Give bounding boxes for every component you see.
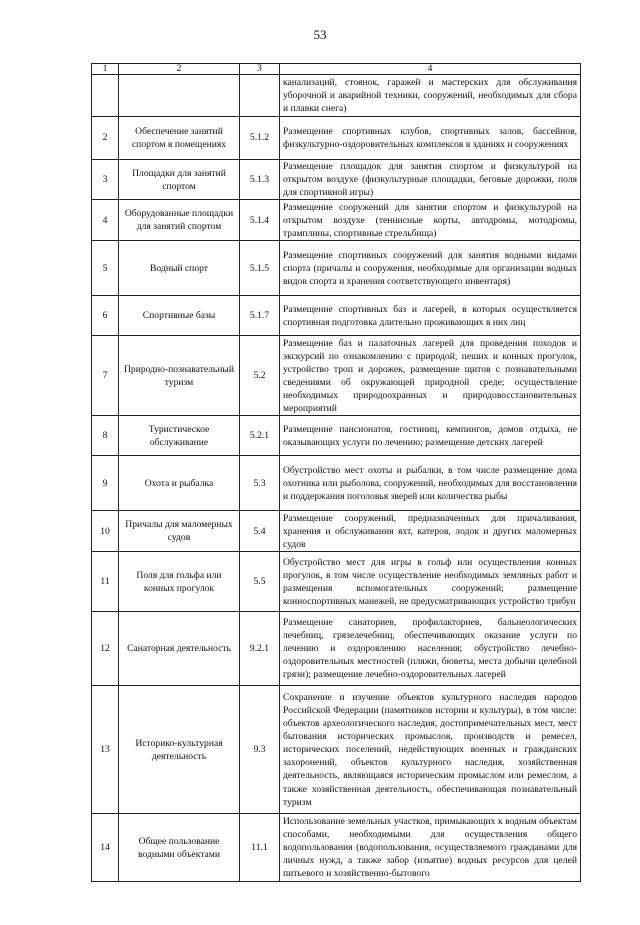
row-number: 4 — [92, 200, 119, 241]
use-type-name: Санаторная деятельность — [119, 612, 240, 686]
row-number: 9 — [92, 456, 119, 511]
use-type-code: 5.1.5 — [240, 241, 280, 296]
header-cell: 4 — [280, 64, 581, 75]
use-type-code: 5.2 — [240, 336, 280, 416]
page-number: 53 — [313, 27, 327, 42]
row-number: 6 — [92, 296, 119, 336]
use-type-code: 9.3 — [240, 686, 280, 814]
use-type-description: Обустройство мест для игры в гольф или осуществления конных прогулок, в том числе осуществление необходимых земляных работ и размещения вспомогательных сооружений; размещение конноспортивных манежей, не предусматривающих устройство трибун — [280, 552, 581, 612]
use-type-code: 5.1.2 — [240, 117, 280, 160]
row-number: 8 — [92, 416, 119, 456]
header-cell: 2 — [119, 64, 240, 75]
use-type-description: Сохранение и изучение объектов культурного наследия народов Российской Федерации (памятников истории и культуры), в том числе: объектов археологического наследия, достопримечательных мест, мест бытования исторических промыслов, производств и ремесел, исторических поселений, недействующих военных и гражданских захоронений, объектов культурного наследия, хозяйственная деятельность, являющаяся историческим промыслом или ремеслом, а также хозяйственная деятельность, обеспечивающая познавательный туризм — [280, 686, 581, 814]
table-row — [92, 117, 581, 160]
use-type-code: 5.1.3 — [240, 160, 280, 200]
table-row — [92, 552, 581, 612]
use-type-code: 5.1.7 — [240, 296, 280, 336]
table-row — [92, 336, 581, 416]
use-type-code: 5.3 — [240, 456, 280, 511]
use-type-description: Размещение сооружений для занятия спортом и физкультурой на открытом воздухе (теннисные корты, автодромы, мотодромы, трамплины, спортивные стрельбища) — [280, 200, 581, 241]
table-row — [92, 612, 581, 686]
use-type-code: 5.5 — [240, 552, 280, 612]
table-header-row — [92, 64, 581, 75]
use-type-description: Размещение спортивных баз и лагерей, в которых осуществляется спортивная подготовка длительно проживающих в них лиц — [280, 296, 581, 336]
use-type-name: Площадки для занятий спортом — [119, 160, 240, 200]
use-type-name: Общее пользование водными объектами — [119, 814, 240, 882]
row-number: 10 — [92, 511, 119, 552]
table-row — [92, 511, 581, 552]
use-type-name: Спортивные базы — [119, 296, 240, 336]
row-number: 3 — [92, 160, 119, 200]
row-number: 7 — [92, 336, 119, 416]
use-type-code: 5.4 — [240, 511, 280, 552]
use-type-name: Оборудованные площадки для занятий спортом — [119, 200, 240, 241]
table-row — [92, 416, 581, 456]
use-type-name: Обеспечение занятий спортом в помещениях — [119, 117, 240, 160]
row-number: 13 — [92, 686, 119, 814]
table-row — [92, 456, 581, 511]
use-type-description: Размещение санаториев, профилакториев, бальнеологических лечебниц, грязелечебниц, обеспечивающих оказание услуги по лечению и оздоровлению населения; обустройство лечебно-оздоровительных местностей (пляжи, бюветы, места добычи целебной грязи); размещение лечебно-оздоровительных лагерей — [280, 612, 581, 686]
use-type-code — [240, 75, 280, 117]
table-row — [92, 200, 581, 241]
use-type-code: 5.2.1 — [240, 416, 280, 456]
use-type-name: Поля для гольфа или конных прогулок — [119, 552, 240, 612]
use-type-name: Водный спорт — [119, 241, 240, 296]
use-type-code: 11.1 — [240, 814, 280, 882]
table-row — [92, 75, 581, 117]
use-type-name — [119, 75, 240, 117]
use-type-code: 9.2.1 — [240, 612, 280, 686]
use-type-description: Размещение спортивных клубов, спортивных залов, бассейнов, физкультурно-оздоровительных комплексов в зданиях и сооружениях — [280, 117, 581, 160]
use-type-description: Обустройство мест охоты и рыбалки, в том числе размещение дома охотника или рыболова, сооружений, необходимых для восстановления и поддержания поголовья зверей или количества рыбы — [280, 456, 581, 511]
use-type-name: Историко-культурная деятельность — [119, 686, 240, 814]
row-number: 12 — [92, 612, 119, 686]
use-type-name: Причалы для маломерных судов — [119, 511, 240, 552]
use-type-description: Размещение площадок для занятия спортом и физкультурой на открытом воздухе (физкультурные площадки, беговые дорожки, поля для спортивной игры) — [280, 160, 581, 200]
table-row — [92, 160, 581, 200]
use-type-name: Охота и рыбалка — [119, 456, 240, 511]
use-type-code: 5.1.4 — [240, 200, 280, 241]
use-type-description: Размещение спортивных сооружений для занятия водными видами спорта (причалы и сооружения, необходимые для организации водных видов спорта и хранения соответствующего инвентаря) — [280, 241, 581, 296]
row-number: 2 — [92, 117, 119, 160]
use-type-description: Использование земельных участков, примыкающих к водным объектам способами, необходимыми для осуществления общего водопользования (водопользования, осуществляемого гражданами для личных нужд, а также забор (изъятие) водных ресурсов для целей питьевого и хозяйственно-бытового — [280, 814, 581, 882]
use-type-description: канализаций, стоянок, гаражей и мастерских для обслуживания уборочной и аварийной техники, сооружений, необходимых для сбора и плавки снега) — [280, 75, 581, 117]
row-number — [92, 75, 119, 117]
use-type-description: Размещение пансионатов, гостиниц, кемпингов, домов отдыха, не оказывающих услуги по лечению; размещение детских лагерей — [280, 416, 581, 456]
header-cell: 3 — [240, 64, 280, 75]
use-type-name: Природно-познавательный туризм — [119, 336, 240, 416]
table-row — [92, 814, 581, 882]
header-cell: 1 — [92, 64, 119, 75]
table-row — [92, 686, 581, 814]
table-row — [92, 241, 581, 296]
use-type-description: Размещение баз и палаточных лагерей для проведения походов и экскурсий по ознакомлению с природой, пеших и конных прогулок, устройство троп и дорожек, размещение щитов с познавательными сведениями об окружающей природной среде; осуществление необходимых природоохранных и природовосстановительных мероприятий — [280, 336, 581, 416]
use-type-name: Туристическое обслуживание — [119, 416, 240, 456]
land-use-table — [91, 63, 581, 882]
row-number: 5 — [92, 241, 119, 296]
table-row — [92, 296, 581, 336]
row-number: 14 — [92, 814, 119, 882]
use-type-description: Размещение сооружений, предназначенных для причаливания, хранения и обслуживания яхт, катеров, лодок и других маломерных судов — [280, 511, 581, 552]
row-number: 11 — [92, 552, 119, 612]
